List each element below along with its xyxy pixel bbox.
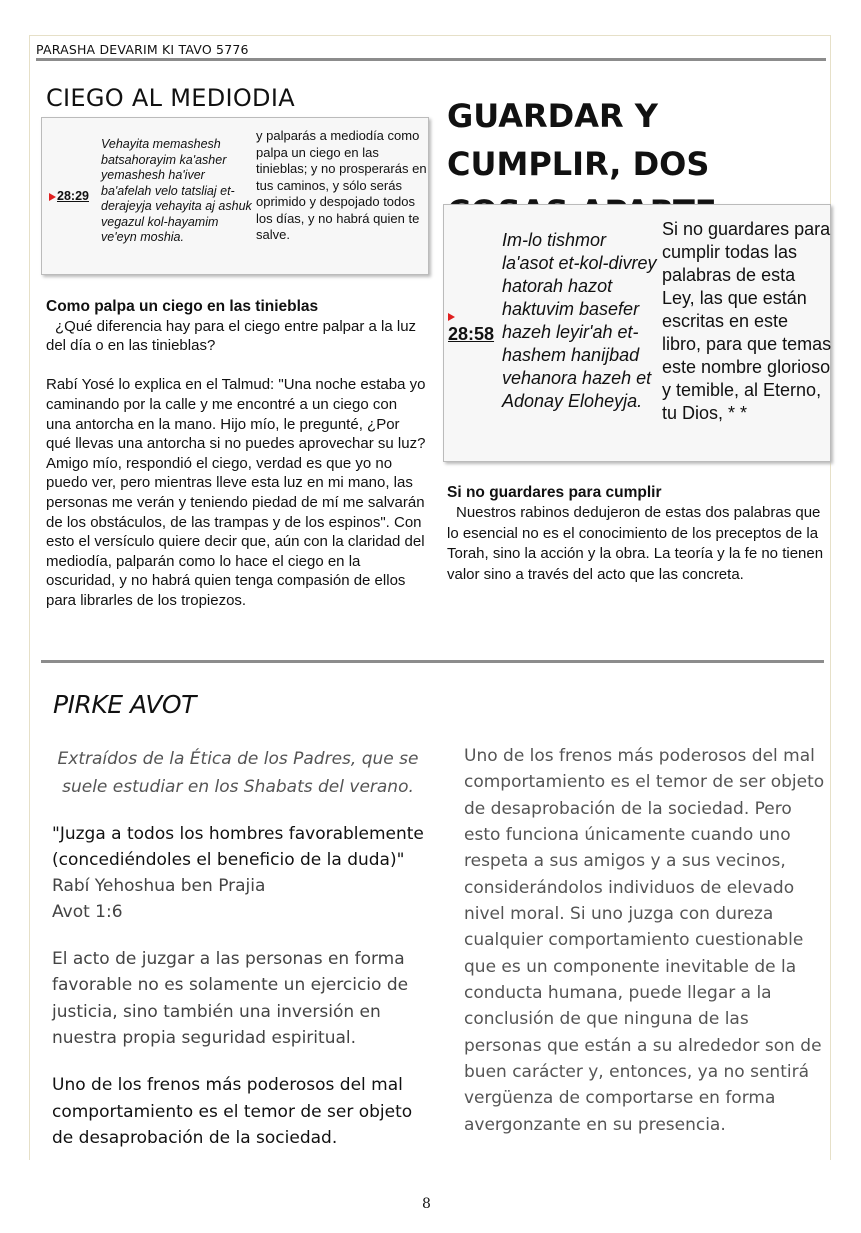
verse-box-28-58 [443, 204, 831, 462]
left-article-intro: ¿Qué diferencia hay para el ciego entre palpar a la luz del día o en las tinieblas? [46, 317, 417, 355]
verse-translation: Si no guardares para cumplir todas las palabras de esta Ley, las que están escritas en este libro, para que temas este nombre glorioso y temible, al Eterno, tu Dios, * * [662, 219, 832, 423]
pirke-paragraph-2: Uno de los frenos más poderosos del mal comportamiento es el temor de ser objeto de desaprobación de la sociedad. [52, 1075, 413, 1148]
verse-reference[interactable] [49, 189, 89, 203]
pirke-intro: Extraídos de la Ética de los Padres, que se suele estudiar en los Shabats del verano. [57, 749, 419, 797]
pirke-right-column: Uno de los frenos más poderosos del mal comportamiento es el temor de ser objeto de desaprobación de la sociedad. Pero esto funciona únicamente cuando uno respeta a sus amigos y a sus vecinos, considerándolos individuos de elevado nivel moral. Si uno juzga con dureza cualquier comportamiento cuestionable que es un componente inevitable de la conducta humana, puede llegar a la conclusión de que ninguna de las personas que están a su alrededor son de buen carácter y, entonces, ya no sentirá vergüenza de comportarse en forma avergonzante en su presencia. [464, 746, 825, 1135]
audio-play-icon[interactable] [448, 313, 455, 321]
pirke-paragraph-1: El acto de juzgar a las personas en forma favorable no es solamente un ejercicio de justicia, sino también una inversión en nuestra propia seguridad espiritual. [52, 949, 409, 1049]
audio-play-icon[interactable] [49, 193, 56, 201]
pirke-quote-block [52, 821, 432, 925]
verse-transliteration: Vehayita memashesh batsahorayim ka'asher yemashesh ha'iver ba'afelah velo tatsliaj et-derajeyja vehayita aj ashuk vegazul kol-hayamim ve'eyn moshia. [101, 137, 252, 244]
left-article-paragraph: Rabí Yosé lo explica en el Talmud: "Una noche estaba yo caminando por la calle y me encontré a un ciego con una antorcha en la mano. Hijo mío, le pregunté, ¿Por qué llevas una antorcha si no puedes aprovechar su luz? Amigo mío, respondió el ciego, verdad es que yo no puedo ver, pero mientras lleve esta luz en mi mano, las personas me verán y teniendo piedad de mí me salvarán de los obstáculos, de las trampas y de los espinos". Con esto el versículo quiere decir que, aún con la claridad del mediodía, palparán como lo hace el ciego en la oscuridad, y no habrá quien tenga compasión de ellos para librarles de los tropiezos. [46, 376, 426, 609]
pirke-avot-title: PIRKE AVOT [53, 690, 196, 719]
right-article-title: GUARDAR Y CUMPLIR, DOS [447, 97, 710, 183]
pirke-author: Rabí Yehoshua ben Prajia [52, 876, 266, 896]
page-number: 8 [422, 1196, 431, 1212]
right-article-paragraph: Nuestros rabinos dedujeron de estas dos palabras que lo esencial no es el conocimiento de los preceptos de la Torah, sino la acción y la obra. La teoría y la fe no tienen valor sino a través del acto que las concreta. [447, 504, 824, 583]
top-divider [36, 58, 826, 61]
verse-reference-label[interactable]: 28:58 [448, 324, 495, 344]
paragraph-spacer [46, 356, 426, 376]
verse-translation: y palparás a mediodía como palpa un ciego en las tinieblas; y no prosperarás en tus caminos, y sólo serás oprimido y despojado todos los días, y no habrá quien te salve. [256, 128, 427, 242]
right-article-heading: Si no guardares para cumplir [447, 484, 662, 501]
left-article-body [46, 297, 426, 611]
verse-box-28-29 [41, 117, 429, 275]
verse-reference-label[interactable]: 28:29 [57, 189, 89, 203]
left-article-title: CIEGO AL MEDIODIA [46, 84, 295, 112]
verse-reference[interactable] [448, 313, 494, 345]
right-article-body [447, 483, 829, 585]
left-article-heading: Como palpa un ciego en las tinieblas [46, 298, 319, 315]
verse-transliteration: Im-lo tishmor la'asot et-kol-divrey hatorah hazot haktuvim basefer hazeh leyir'ah et-hashem hanijbad vehanora hazeh et Adonay Eloheyja. [502, 230, 657, 411]
pirke-source: Avot 1:6 [52, 902, 123, 922]
pirke-quote: "Juzga a todos los hombres favorablemente (concediéndoles el beneficio de la duda)" [52, 824, 424, 870]
section-divider [41, 660, 824, 663]
parasha-header: PARASHA DEVARIM KI TAVO 5776 [36, 42, 249, 57]
